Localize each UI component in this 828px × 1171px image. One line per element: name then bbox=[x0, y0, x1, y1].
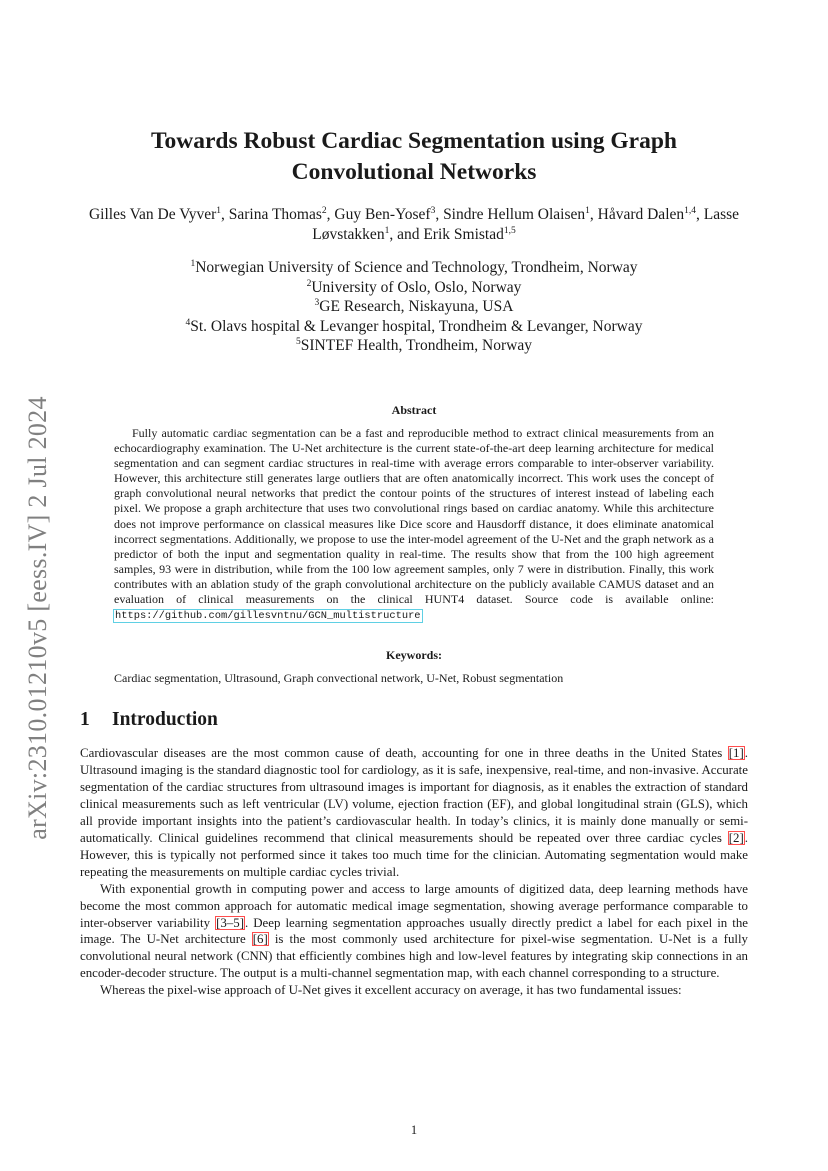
citation-link[interactable]: [6] bbox=[252, 932, 268, 947]
affiliation-text: GE Research, Niskayuna, USA bbox=[319, 298, 514, 315]
abstract-heading: Abstract bbox=[391, 403, 437, 417]
author-name: Håvard Dalen bbox=[597, 206, 685, 223]
affiliation-text: St. Olavs hospital & Levanger hospital, Trondheim & Levanger, Norway bbox=[190, 317, 643, 335]
author-affiliation-mark: 3 bbox=[430, 206, 436, 216]
abstract-body bbox=[114, 426, 714, 624]
affiliation-text: SINTEF Health, Trondheim, Norway bbox=[300, 337, 532, 354]
affiliation bbox=[84, 317, 744, 337]
affiliation bbox=[84, 297, 744, 317]
author-list: Gilles Van De Vyver$^1$, Sarina Thomas$^2$, Guy Ben-Yosef$^3$, Sindre Hellum Olaisen$^1$, Håvard Dalen$^{1,4}$, Lasse Løvstakken$^1$, and Erik Smistad$^{1,5}$ bbox=[88, 206, 740, 243]
affiliation-text: Norwegian University of Science and Technology, Trondheim, Norway bbox=[195, 259, 638, 276]
affiliation-list bbox=[84, 258, 744, 356]
introduction-body bbox=[80, 745, 748, 999]
author-affiliation-mark: 1,5 bbox=[503, 226, 516, 236]
arxiv-identifier-text: arXiv:2310.01210v5 [eess.IV] 2 Jul 2024 bbox=[23, 395, 52, 840]
author-affiliation-mark: 1,4 bbox=[684, 206, 696, 216]
affiliation bbox=[84, 258, 744, 278]
author-affiliation-mark: 1 bbox=[585, 206, 590, 216]
author-affiliation-mark: 1 bbox=[216, 206, 221, 216]
section-heading bbox=[80, 709, 218, 731]
author-name: Erik Smistad bbox=[423, 226, 504, 243]
paper-title: Towards Robust Cardiac Segmentation using Graph Convolutional Networks bbox=[150, 128, 677, 185]
author-name: Gilles Van De Vyver bbox=[88, 206, 217, 223]
section-title: Introduction bbox=[112, 709, 218, 730]
abstract-text: Fully automatic cardiac segmentation can be a fast and reproducible method to extract clinical measurements from an echocardiography examination. The U-Net architecture is the current state-of-the-art deep learning architecture for medical segmentation and can segment cardiac structures in real-time with average errors comparable to inter-observer variability. However, this architecture still generates large outliers that are often anatomically incorrect. This work uses the concept of graph convolutional neural networks that predict the contour points of the structures of interest instead of labeling each pixel. We propose a graph architecture that uses two convolutional rings based on cardiac anatomy. While this architecture does not improve performance on classical measures like Dice score and Hausdorff distance, it does eliminate anatomical incorrect segmentations. Additionally, we propose to use the inter-model agreement of the U-Net and the graph network as a predictor of both the input and segmentation quality in real-time. The results show that from the 100 high agreement samples, 93 were in distribution, while from the 100 low agreement samples, only 7 were in distribution. Finally, this work contributes with an ablation study of the graph convolutional architecture on the publicly available CAMUS dataset and an evaluation of clinical measurements on the clinical HUNT4 dataset. Source code is available online: bbox=[114, 426, 714, 607]
author bbox=[598, 206, 696, 223]
page-number: 1 bbox=[410, 1123, 418, 1137]
citation-link[interactable]: [1] bbox=[728, 746, 744, 760]
paragraph bbox=[80, 982, 748, 999]
section-number: 1 bbox=[80, 709, 90, 730]
paragraph-text: . Deep learning segmentation approaches usually directly predict a label for each pixel in the image. The U-Net architecture bbox=[80, 915, 748, 947]
author-name: Guy Ben-Yosef bbox=[334, 206, 431, 223]
author bbox=[334, 206, 435, 223]
arxiv-identifier-stamp bbox=[18, 375, 58, 860]
author bbox=[89, 206, 221, 223]
author bbox=[229, 206, 327, 223]
author bbox=[423, 226, 515, 243]
author-name: Lasse Løvstakken bbox=[312, 206, 740, 243]
affiliation-number: 2 bbox=[306, 278, 312, 289]
affiliation bbox=[84, 336, 744, 356]
affiliation bbox=[84, 278, 744, 298]
paragraph-text: . Ultrasound imaging is the standard diagnostic tool for cardiology, as it is safe, inexpensive, real-time, and non-invasive. Accurate segmentation of the cardiac structures from ultrasound images is important for diagnosis, as it enables the extraction of standard clinical measurements such as left ventricular (LV) volume, ejection fraction (EF), and global longitudinal strain (GLS), which all provide important insights into the patient’s cardiovascular health. In today’s clinics, it is mainly done manually or semi-automatically. Clinical guidelines recommend that clinical measurements should be repeated over three cardiac cycles bbox=[80, 746, 748, 845]
paragraph-text: . However, this is typically not performed since it takes too much time for the clinician. Automating segmentation would make repeating the measurements on multiple cardiac cycles trivial. bbox=[80, 830, 748, 879]
paragraph-text: is the most commonly used architecture for pixel-wise segmentation. U-Net is a fully convolutional neural network (CNN) that efficiently combines high and low-level features by integrating skip connections in an encoder-decoder structure. The output is a multi-channel segmentation map, with each channel corresponding to a structure. bbox=[80, 932, 748, 981]
affiliation-number: 4 bbox=[185, 317, 191, 328]
paragraph bbox=[80, 745, 748, 881]
keywords-list: Cardiac segmentation, Ultrasound, Graph convectional network, U-Net, Robust segmentation bbox=[114, 671, 564, 685]
keywords-heading-label: Keywords bbox=[386, 648, 438, 662]
source-code-link[interactable]: https://github.com/gillesvntnu/GCN_multistructure bbox=[115, 610, 421, 623]
affiliation-number: 5 bbox=[296, 337, 301, 347]
citation-link[interactable]: [3–5] bbox=[216, 915, 244, 930]
author-affiliation-mark: 1 bbox=[384, 226, 390, 236]
paragraph-text: With exponential growth in computing power and access to large amounts of digitized data, deep learning methods have become the most common approach for automatic medical image segmentation, showing average performance comparable to inter-observer variability bbox=[80, 881, 748, 930]
keywords-heading: Keywords: bbox=[386, 648, 442, 662]
paragraph bbox=[80, 881, 748, 983]
author-affiliation-mark: 2 bbox=[321, 206, 327, 216]
affiliation-number: 1 bbox=[190, 259, 196, 269]
author bbox=[443, 206, 590, 223]
citation-link[interactable]: [2] bbox=[728, 830, 744, 845]
author-name: Sarina Thomas bbox=[228, 206, 322, 223]
affiliation-text: University of Oslo, Oslo, Norway bbox=[311, 278, 522, 296]
affiliation-number: 3 bbox=[314, 298, 320, 308]
author-name: Sindre Hellum Olaisen bbox=[443, 206, 586, 223]
paragraph-text: Whereas the pixel-wise approach of U-Net gives it excellent accuracy on average, it has two fundamental issues: bbox=[100, 983, 682, 998]
paragraph-text: Cardiovascular diseases are the most common cause of death, accounting for one in three deaths in the United States bbox=[80, 746, 728, 760]
